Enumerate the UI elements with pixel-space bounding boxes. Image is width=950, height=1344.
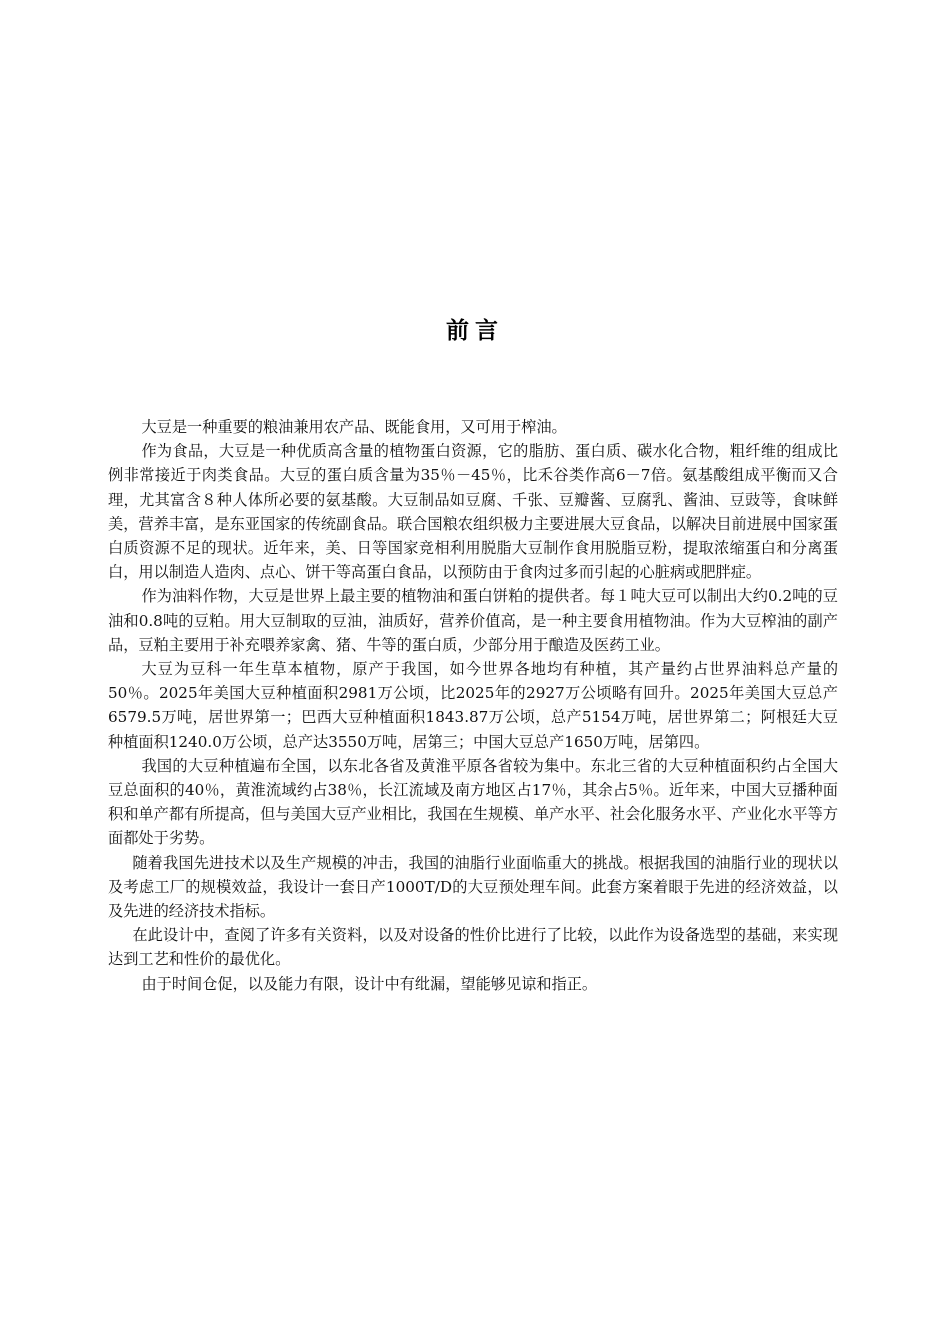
paragraph-food: 作为食品，大豆是一种优质高含量的植物蛋白资源，它的脂肪、蛋白质、碳水化合物，粗纤维的组成比例非常接近于肉类食品。大豆的蛋白质含量为35％－45％，比禾谷类作高6－7倍。氨基酸组成平衡而又合理，尤其富含８种人体所必要的氨基酸。大豆制品如豆腐、千张、豆瓣酱、豆腐乳、酱油、豆豉等，食味鲜美，营养丰富，是东亚国家的传统副食品。联合国粮农组织极力主要进展大豆食品，以解决目前进展中国家蛋白质资源不足的现状。近年来，美、日等国家竞相利用脱脂大豆制作食用脱脂豆粉，提取浓缩蛋白和分离蛋白，用以制造人造肉、点心、饼干等高蛋白食品，以预防由于食肉过多而引起的心脏病或肥胖症。 xyxy=(108,442,838,582)
page-title: 前言 xyxy=(446,318,504,344)
paragraph-industry-challenge: 随着我国先进技术以及生产规模的冲击，我国的油脂行业面临重大的挑战。根据我国的油脂行业的现状以及考虑工厂的规模效益，我设计一套日产1000T/D的大豆预处理车间。此套方案着眼于先进的经济效益，以及先进的经济技术指标。 xyxy=(108,853,838,921)
paragraph-world-production: 大豆为豆科一年生草本植物，原产于我国，如今世界各地均有种植，其产量约占世界油料总产量的50％。2025年美国大豆种植面积2981万公顷，比2025年的2927万公顷略有回升。2025年美国大豆总产6579.5万吨，居世界第一；巴西大豆种植面积1843.87万公顷，总产5154万吨，居世界第二；阿根廷大豆种植面积1240.0万公顷，总产达3550万吨，居第三；中国大豆总产1650万吨，居第四。 xyxy=(108,660,838,751)
paragraph-china-distribution: 我国的大豆种植遍布全国，以东北各省及黄淮平原各省较为集中。东北三省的大豆种植面积约占全国大豆总面积的40％，黄淮流域约占38％，长江流域及南方地区占17％，其余占5％。近年来，中国大豆播种面积和单产都有所提高，但与美国大豆产业相比，我国在生规模、单产水平、社会化服务水平、产业化水平等方面都处于劣势。 xyxy=(108,756,838,848)
document-body xyxy=(108,415,838,996)
paragraph-closing: 由于时间仓促，以及能力有限，设计中有纰漏，望能够见谅和指正。 xyxy=(141,974,598,993)
paragraph-design-basis: 在此设计中，查阅了许多有关资料，以及对设备的性价比进行了比较，以此作为设备选型的基础，来实现达到工艺和性价的最优化。 xyxy=(108,926,838,969)
paragraph-intro: 大豆是一种重要的粮油兼用农产品、既能食用，又可用于榨油。 xyxy=(141,418,567,436)
paragraph-oil-crop: 作为油料作物，大豆是世界上最主要的植物油和蛋白饼粕的提供者。每１吨大豆可以制出大约0.2吨的豆油和0.8吨的豆粕。用大豆制取的豆油，油质好，营养价值高，是一种主要食用植物油。作为大豆榨油的副产品，豆粕主要用于补充喂养家禽、猪、牛等的蛋白质，少部分用于酿造及医药工业。 xyxy=(108,587,838,654)
